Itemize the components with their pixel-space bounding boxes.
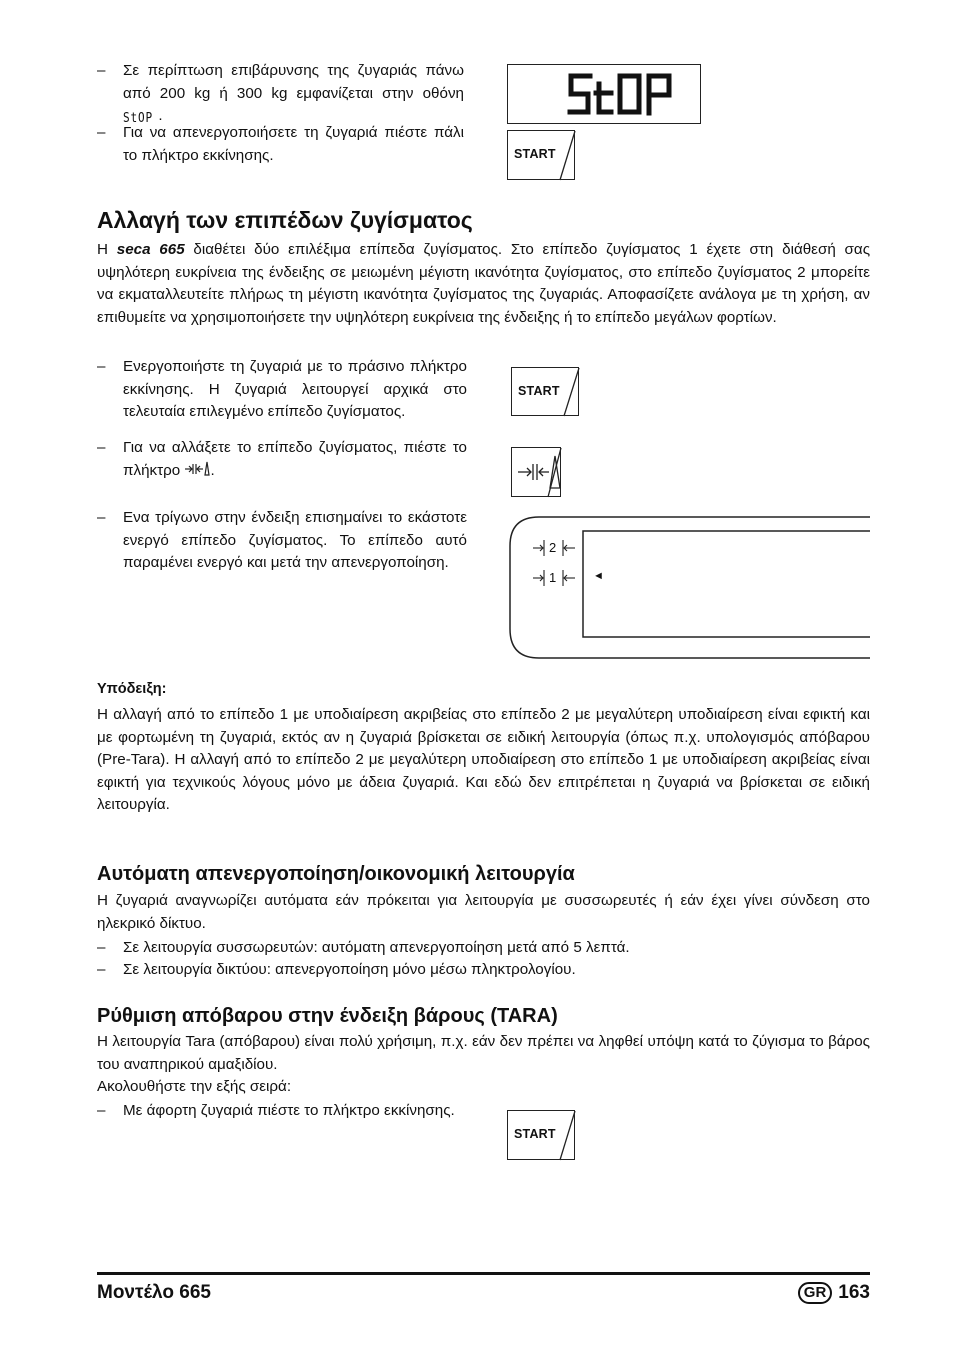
heading-auto-off: Αυτόματη απενεργοποίηση/οικονομική λειτουργία [97,863,575,885]
brand-seca-665: seca 665 [116,241,185,258]
bullet-change-level [97,437,467,483]
level-1-label: 1 [549,570,557,585]
intro-text-part: διαθέτει δύο επιλέξιμα επίπεδα ζυγίσματος. Στο επίπεδο ζυγίσματος 1 έχετε στη διάθεσή σας υψηλότερη ευκρίνεια της ένδειξης σε μειωμένη μέγιστη ικανότητα ζυγίσματος, στο επίπεδο ζυγίσματος 2 μπορείτε να εκματαλλευτείτε πλήρως τη μέγιστη ικανότητα ζυγίσματος της ζυγαριάς. Αποφασίζετε ανάλογα με τη χρήση, αν επιθυμείτε να χρησιμοποιήσετε την υψηλότερη ευκρίνεια της ένδειξης ή το επίπεδο μεγάλων φορτίων. [97,241,871,326]
level-key-icon [184,461,210,477]
level-switch-button[interactable] [511,447,561,497]
paragraph-follow-steps: Ακολουθήστε την εξής σειρά: [97,1078,292,1095]
note-paragraph: Η αλλαγή από το επίπεδο 1 με υποδιαίρεση ακριβείας στο επίπεδο 2 με μεγαλύτερη υποδιαίρεση είναι εφικτή και με φορτωμένη τη ζυγαριά, εκτός αν η ζυγαριά βρίσκεται σε ειδική λειτουργία (όπως π.χ. υπολογισμός απόβαρου (Pre-Tara). Η αλλαγή από το επίπεδο 2 με μεγαλύτερη υποδιαίρεση στο επίπεδο 1 με υποδιαίρεση ακριβείας είναι εφικτή για τεχνικούς λόγους μόνο με άδεια ζυγαριά. Και εδώ δεν επιτρέπεται η ζυγαριά να βρίσκεται σε ειδική λειτουργία. [97,706,870,814]
paragraph-levels-intro [97,239,870,329]
stop-display [507,64,701,124]
start-button[interactable] [511,367,579,416]
lcd-inline-stop: StOP [123,111,154,127]
bullet-text: Σε λειτουργία συσσωρευτών: αυτόματη απενεργοποίηση μετά από 5 λεπτά. [123,939,630,956]
bullet-dash: – [97,939,106,956]
weighing-level-display [509,516,870,659]
bullet-dash: – [97,1102,106,1119]
intro-text-part: Η [97,241,117,258]
start-button-label: START [514,1127,556,1141]
level-2-label: 2 [549,540,557,555]
page-number: 163 [838,1282,870,1303]
stop-lcd-digits [508,65,702,125]
bullet-switch-on [97,356,467,448]
heading-tara: Ρύθμιση απόβαρου στην ένδειξη βάρους (TARA) [97,1005,558,1027]
country-badge: GR [798,1282,833,1304]
bullet-text [123,60,464,131]
bullet-text: Με άφορτη ζυγαριά πιέστε το πλήκτρο εκκίνησης. [123,1102,455,1119]
bullet-text [123,437,467,482]
bullet-battery-mode [97,937,870,960]
paragraph-tara: Η λειτουργία Tara (απόβαρου) είναι πολύ χρήσιμη, π.χ. εάν δεν πρέπει να ληφθεί υπόψη κατά το ζύγισμα το βάρος του αναπηρικού αμαξιδίου. [97,1033,870,1073]
start-button[interactable] [507,1110,575,1160]
bullet-dash: – [97,358,106,375]
paragraph-auto-off: Η ζυγαριά αναγνωρίζει αυτόματα εάν πρόκειται για λειτουργία με συσσωρευτές ή εάν έχει γίνει σύνδεση στο ηλεκρικό δίκτυο. [97,892,870,932]
start-button-label: START [518,384,560,398]
bullet-triangle-indicator [97,507,467,599]
bullet-text-part: Για να αλλάξετε το επίπεδο ζυγίσματος, πιέστε το πλήκτρο [123,439,467,479]
bullet-switch-off [97,122,464,168]
footer-page-info [798,1282,870,1304]
bullet-dash: – [97,439,106,456]
heading-weighing-levels: Αλλαγή των επιπέδων ζυγίσματος [97,207,473,233]
bullet-dash: – [97,961,106,978]
bullet-dash: – [97,509,106,526]
display-frame [509,516,870,659]
bullet-text-part: . [210,461,215,479]
bullet-text: Για να απενεργοποιήσετε τη ζυγαριά πιέστε πάλι το πλήκτρο εκκίνησης. [123,124,464,164]
bullet-text: Σε λειτουργία δικτύου: απενεργοποίηση μόνο μέσω πληκτρολογίου. [123,961,576,978]
bullet-dash: – [97,124,106,141]
footer-model: Μοντέλο 665 [97,1282,211,1303]
bullet-tara-start [97,1100,464,1146]
start-button-label: START [514,147,556,161]
bullet-text: Ενεργοποιήστε τη ζυγαριά με το πράσινο πλήκτρο εκκίνησης. Η ζυγαριά λειτουργεί αρχικά στο τελευταία επιλεγμένο επίπεδο ζυγίσματος. [123,358,467,421]
bullet-text-part: Σε περίπτωση επιβάρυνσης της ζυγαριάς πάνω από 200 kg ή 300 kg εμφανίζεται στην οθόνη [123,62,464,102]
footer-rule [97,1272,870,1275]
level-switch-icon [512,448,562,498]
start-button[interactable] [507,130,575,180]
bullet-text: Ενα τρίγωνο στην ένδειξη επισημαίνει το εκάστοτε ενεργό επίπεδο ζυγίσματος. Το επίπεδο αυτό παραμένει ενεργό και μετά την απενεργοποίηση. [123,509,467,572]
bullet-overload-stop [97,60,464,127]
bullet-mains-mode [97,959,870,982]
note-heading: Υπόδειξη: [97,681,167,697]
bullet-dash: – [97,62,106,79]
bullet-text-part: . [158,107,163,125]
active-level-triangle-icon: ◄ [593,570,604,582]
